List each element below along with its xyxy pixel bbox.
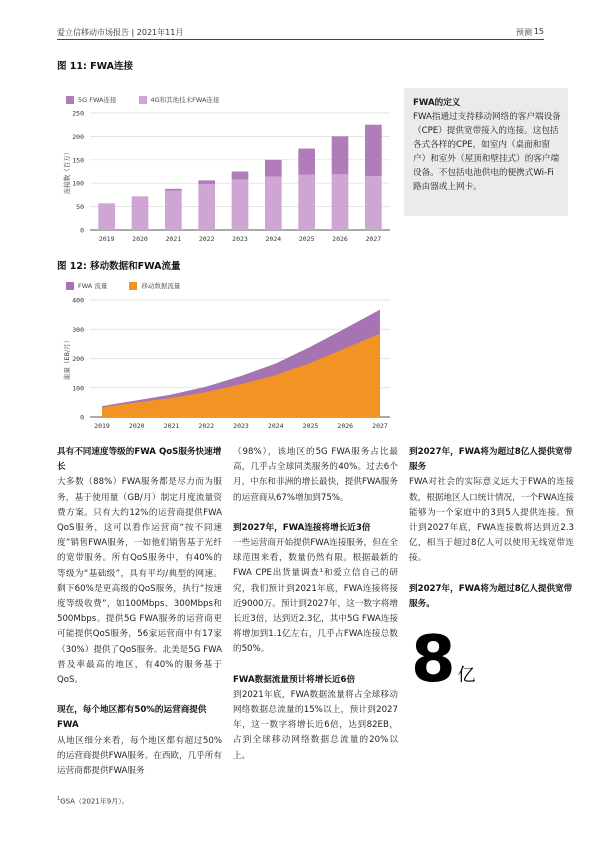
legend-swatch-4g <box>139 96 147 104</box>
paragraph-traffic: 到2021年底，FWA数据流量将占全球移动网络数据总流量的15%以上，预计到2027年，这一数字将增长近6倍，达到82EB，占到全球移动网络数据总流量的20%以上。 <box>233 689 398 761</box>
legend-swatch-5g <box>66 96 74 104</box>
heading-800m-people: 到2027年，FWA将为超过8亿人提供宽带服务 <box>409 447 573 473</box>
legend-swatch-mobile-traffic <box>129 282 137 290</box>
svg-text:0: 0 <box>80 413 84 422</box>
text-column-1 <box>57 445 222 779</box>
svg-text:100: 100 <box>72 384 84 393</box>
legend-label-fwa-traffic: FWA 流量 <box>78 282 108 290</box>
section-label: 预测 <box>516 28 532 37</box>
figure-12-legend <box>66 281 180 290</box>
svg-text:2022: 2022 <box>198 422 215 430</box>
svg-text:0: 0 <box>80 226 84 235</box>
infobox-title: FWA的定义 <box>413 98 461 108</box>
footnote-text: GSA（2021年9月）。 <box>60 797 129 806</box>
svg-text:2023: 2023 <box>233 422 249 430</box>
legend-item-5g <box>66 95 117 104</box>
heading-traffic-6x: FWA数据流量预计将增长近6倍 <box>233 674 356 685</box>
svg-text:200: 200 <box>72 132 84 141</box>
svg-text:流量（EB/月）: 流量（EB/月） <box>63 336 71 381</box>
paragraph-regions: 从地区细分来看，每个地区都有超过50%的运营商提供FWA服务。在西欧，几乎所有运营商都提供FWA服务 <box>57 735 222 777</box>
svg-text:2026: 2026 <box>337 422 354 430</box>
figure-12-title: 图 12: 移动数据和FWA流量 <box>57 261 181 272</box>
report-title: 爱立信移动市场报告 | 2021年11月 <box>57 28 184 37</box>
svg-text:2023: 2023 <box>232 235 248 243</box>
heading-qos-growth: 具有不同速度等级的FWA QoS服务快速增长 <box>57 447 222 473</box>
svg-text:2026: 2026 <box>332 235 348 243</box>
legend-label-5g: 5G FWA连接 <box>78 96 117 104</box>
svg-text:2020: 2020 <box>132 235 148 243</box>
svg-text:150: 150 <box>72 156 84 165</box>
paragraph-people: FWA对社会的实际意义远大于FWA的连接数，根据地区人口统计情况，一个FWA连接能够为一个家庭中的3到5人提供连接。预计到2027年底，FWA连接数将达到近2.3亿，相当于超过8亿人可以使用无线宽带连接。 <box>409 477 574 564</box>
legend-swatch-fwa-traffic <box>66 282 74 290</box>
svg-text:100: 100 <box>72 179 84 188</box>
paragraph-connections: 一些运营商开始提供FWA连接服务，但在全球范围来看，数量仍然有限。根据最新的FWA CPE出货量调查¹和爱立信自己的研究，我们预计到2021年底，FWA连接将接近9000万。预计到2027年，这一数字将增长近3倍，达到近2.3亿，其中5G FWA连接将增加到1.1亿左右，几乎占FWA连接总数的50%。 <box>233 538 398 655</box>
figure-11-title: 图 11: FWA连接 <box>57 61 134 72</box>
figure-11-legend <box>66 95 219 104</box>
fwa-definition-box <box>404 88 568 216</box>
svg-text:2025: 2025 <box>298 235 315 243</box>
paragraph-qos: 大多数（88%）FWA服务都是尽力而为服务，基于使用量（GB/月）制定月度流量资费方案。只有大约12%的运营商提供FWA QoS服务，这可以看作运营商“按不同速度”销售FWA服务，一如他们销售基于光纤的宽带服务。所有QoS服务中，有40%的等级为“基础级”，具有平均/典型的网速。剩下60%是更高级的QoS服务，执行“按速度等级收费”，如100Mbps、300Mbps和500Mbps。提供5G FWA服务的运营商更可能提供QoS服务，56家运营商中有17家（30%）提供了QoS服务。北美是5G FWA普及率最高的地区，有40%的服务基于QoS。 <box>57 477 222 686</box>
svg-text:2025: 2025 <box>302 422 319 430</box>
svg-text:2027: 2027 <box>372 422 388 430</box>
svg-text:2027: 2027 <box>365 235 382 243</box>
footnote <box>57 796 129 806</box>
bar-chart-svg <box>57 105 392 245</box>
svg-text:2019: 2019 <box>94 422 110 430</box>
heading-connections-3x: 到2027年，FWA连接将增长近3倍 <box>233 522 371 533</box>
infobox-body: FWA指通过支持移动网络的客户端设备（CPE）提供宽带接入的连接。这包括各式各样的CPE，如室内（桌面和窗户）和室外（屋顶和壁挂式）的客户端设备。不包括电池供电的便携式Wi-Fi路由器或上网卡。 <box>413 112 561 192</box>
paragraph-regions-cont: （98%），该地区的5G FWA服务占比最高，几乎占全球同类服务的40%。过去6个月，中东和非洲的增长最快，提供FWA服务的运营商从67%增加到75%。 <box>233 447 398 503</box>
svg-text:300: 300 <box>72 325 84 334</box>
big-stat-number: 8 <box>411 623 456 697</box>
figure-12-area-chart <box>57 295 392 439</box>
svg-text:2021: 2021 <box>165 235 182 243</box>
svg-text:2024: 2024 <box>267 422 284 430</box>
heading-operators-50pct: 现在，每个地区都有50%的运营商提供FWA <box>57 705 207 731</box>
svg-text:连接数（百万）: 连接数（百万） <box>63 148 71 195</box>
svg-text:2022: 2022 <box>198 235 215 243</box>
figure-11-bar-chart <box>57 105 392 249</box>
svg-text:400: 400 <box>72 296 84 305</box>
legend-item-mobile-traffic <box>129 281 180 290</box>
page-number: 15 <box>533 27 544 36</box>
legend-label-mobile-traffic: 移动数据流量 <box>141 282 181 290</box>
legend-item-fwa-traffic <box>66 281 107 290</box>
legend-label-4g: 4G和其他技术FWA连接 <box>150 96 220 104</box>
page-header <box>57 24 544 40</box>
text-column-3 <box>409 445 574 612</box>
svg-text:2021: 2021 <box>163 422 180 430</box>
svg-text:250: 250 <box>72 109 84 118</box>
big-stat <box>411 623 476 697</box>
callout-text: 到2027年，FWA将为超过8亿人提供宽带服务。 <box>409 583 573 609</box>
area-chart-svg <box>57 295 392 435</box>
footnote-mark: 1 <box>57 796 61 802</box>
svg-text:2019: 2019 <box>98 235 115 243</box>
svg-text:2020: 2020 <box>128 422 145 430</box>
legend-item-4g <box>139 95 220 104</box>
svg-text:2024: 2024 <box>265 235 282 243</box>
svg-text:200: 200 <box>72 355 84 363</box>
svg-text:50: 50 <box>76 203 84 212</box>
big-stat-unit: 亿 <box>457 665 476 686</box>
text-column-2 <box>233 445 398 764</box>
